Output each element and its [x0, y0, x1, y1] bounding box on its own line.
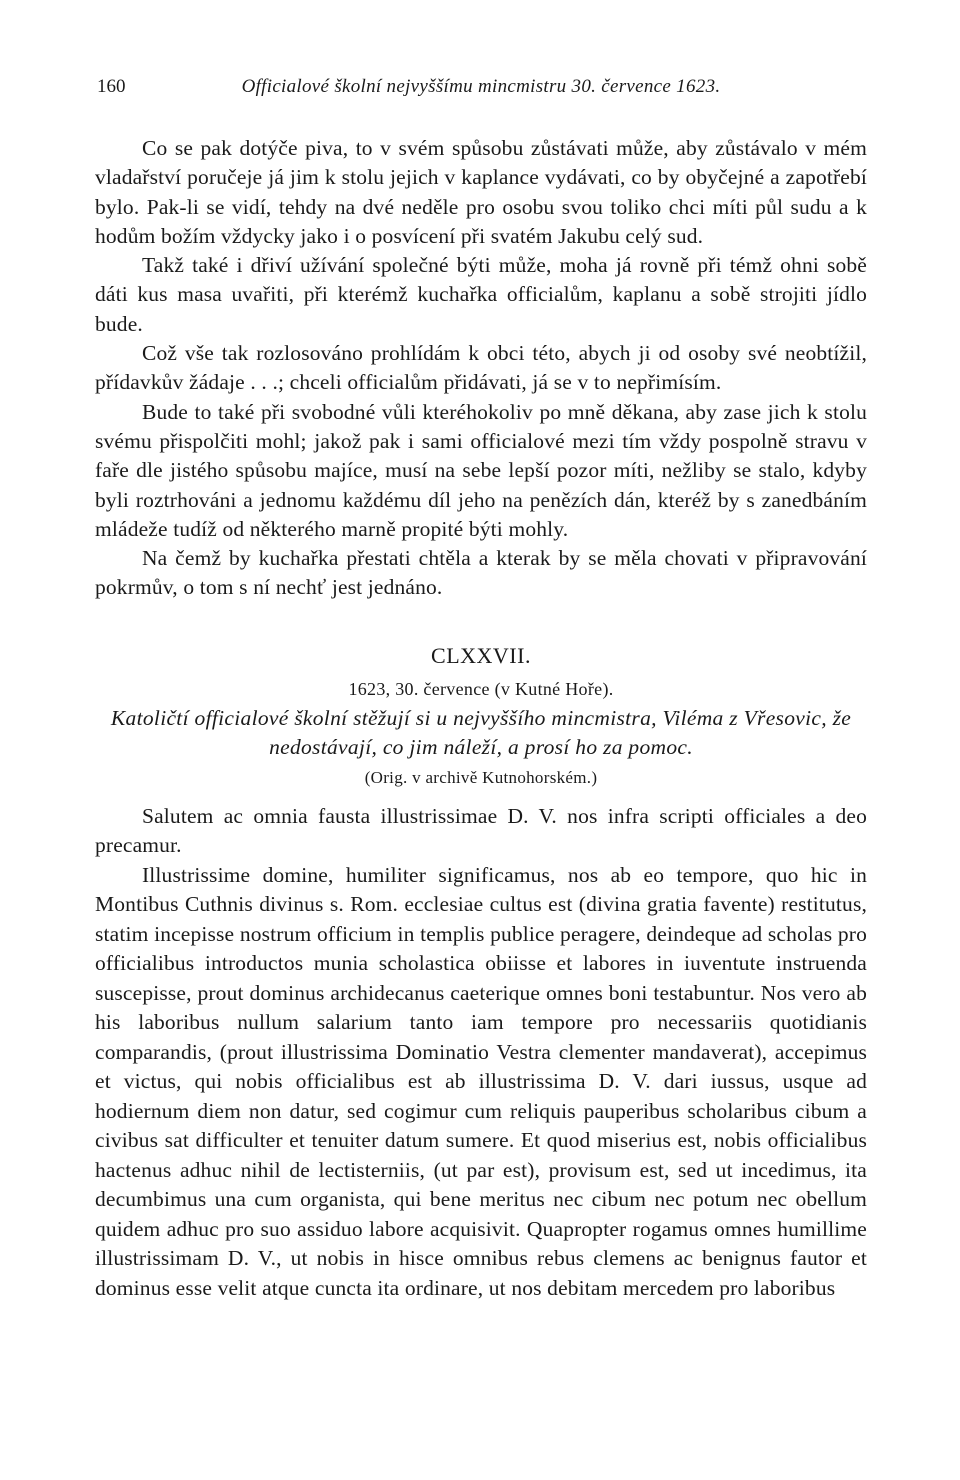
latin-paragraph: Salutem ac omnia fausta illustrissimae D. V. nos infra scripti officiales a deo precamur. [95, 803, 867, 858]
czech-paragraph: Co se pak dotýče piva, to v svém spůsobu zůstávati může, aby zůstávalo v mém vladařství poručeje já jim k stolu jejich v kaplance vydávati, co by obyčejné a zapotřebí bylo. Pak-li se vidí, tehdy na dvé neděle pro osobu svou toliko chci míti půl sudu a k hodům božím vždycky jako i o posvícení při svatém Jakubu celý sud. [95, 136, 867, 248]
page-number: 160 [97, 76, 126, 97]
document-date: 1623, 30. července (v Kutné Hoře). [348, 678, 614, 699]
document-number: CLXXVII. [431, 642, 531, 668]
latin-text-section [95, 802, 867, 1304]
czech-paragraph: Na čemž by kuchařka přestati chtěla a kterak by se měla chovati v připravování pokrmův, o tom s ní nechť jest jednáno. [95, 546, 867, 600]
running-title: Officialové školní nejvyššímu mincmistru 30. července 1623. [241, 76, 721, 97]
document-heading: Katoličtí officialové školní stěžují si u nejvyššího mincmistra, Viléma z Vřesovic, že nedostávají, co jim náleží, a prosí ho za pomoc. [110, 705, 852, 759]
running-head [95, 76, 867, 106]
czech-text-section [95, 134, 867, 603]
czech-paragraph: Což vše tak rozlosováno prohlídám k obci této, abych ji od osoby své neobtížil, přídavkův žádaje . . .; chceli officialům přidávati, já se v to nepřimísím. [95, 341, 867, 395]
czech-paragraph: Takž také i dřiví užívání společné býti může, moha já rovně při témž ohni sobě dáti kus masa uvařiti, při kterémž kuchařka officialům, kaplanu a sobě strojiti jídlo bude. [95, 253, 867, 336]
document-source: (Orig. v archivě Kutnohorském.) [364, 767, 598, 787]
czech-paragraph: Bude to také při svobodné vůli kteréhokoliv po mně děkana, aby zase jich k stolu svému přispolčiti mohl; jakož pak i sami officialové mezi tím vždy pospolně stravu v faře dle jistého spůsobu majíce, musí na sebe lepší pozor míti, nežliby se stalo, kdyby byli roztrhováni a jednomu každému díl jeho na penězích dán, kteréž by s zanedbáním mládeže tudíž od některého marně propité býti mohly. [95, 399, 867, 541]
latin-paragraph: Illustrissime domine, humiliter significamus, nos ab eo tempore, quo hic in Montibus Cuthnis divinus s. Rom. ecclesiae cultus est (divina gratia favente) restitutus, statim incepisse nostrum officium in templis publice peragere, deindeque ad scholas pro officialibus introductos munia scholastica obiisse et labores in iuventute instruenda suscepisse, prout dominus archidecanus caeterique omnes boni testabuntur. Nos vero ab his laboribus nullum salarium tanto iam tempore pro necessariis quotidianis comparandis, (prout illustrissima Dominatio Vestra clementer mandaverat), accepimus et victus, qui nobis officialibus est ab illustrissima D. V. dari iussus, usque ad hodiernum diem non datur, sed cogimur cum reliquis pauperibus scholaribus cibum a civibus sat difficulter et tenuiter datum sumere. Et quod miserius est, nobis officialibus hactenus adhuc nihil de lectisterniis, (ut par est), provisum est, sed ut incedimus, ita decumbimus una cum organista, qui bene meritus nec cibum nec potum nec obellum quidem adhuc pro suo assiduo labore acquisivit. Quapropter rogamus omnes humillime illustrissimam D. V., ut nobis in hisce omnibus rebus clemens ac benignus fautor et dominus esse velit atque cuncta ita ordinare, ut nos debitam mercedem pro laboribus [95, 862, 867, 1300]
